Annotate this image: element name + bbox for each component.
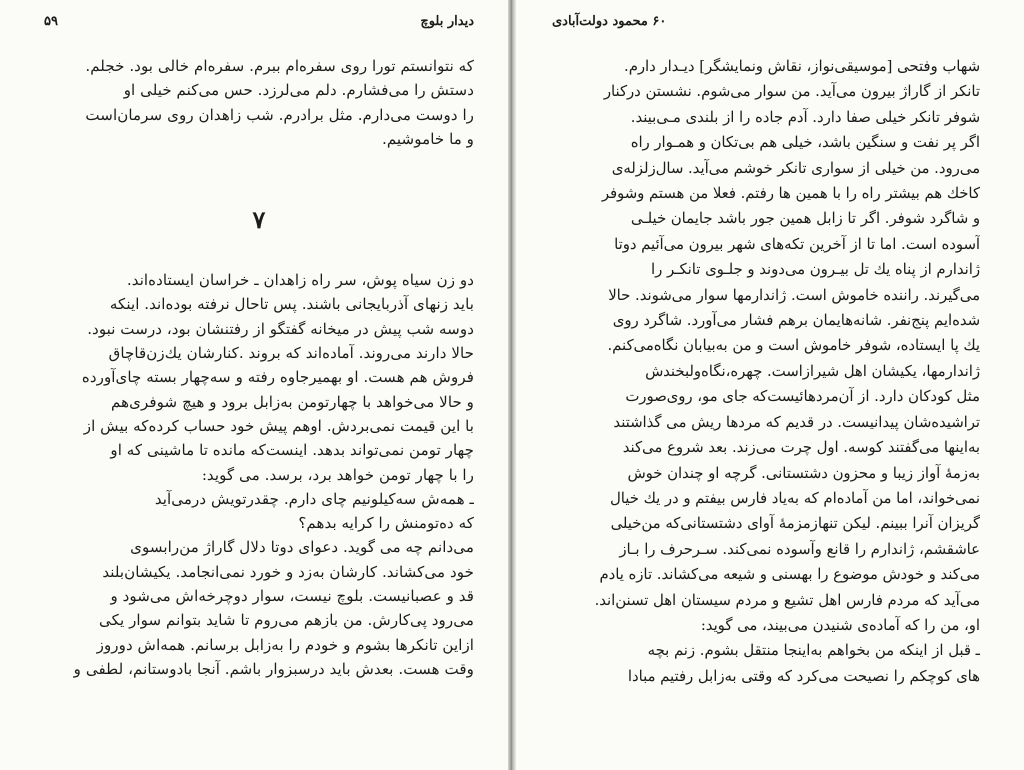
right-running-head <box>552 14 980 36</box>
text-line: می‌کند و خودش موضوع را بهسنی و شیعه می‌کشاند. تازه یادم <box>599 566 980 584</box>
left-page-number: ۵۹ <box>44 14 58 29</box>
text-line: اگر پر نفت و سنگین باشد، خیلی هم بی‌تکان و همـوار راه <box>630 134 980 152</box>
text-line: را با چهار تومن خواهد برد، برسد. می گوید: <box>201 465 474 484</box>
chapter-number: ۷ <box>252 205 266 235</box>
book-gutter <box>508 0 516 770</box>
text-line: شده‌ایم پنج‌نفر. شانه‌هایمان برهم فشار می‌آورد. شاگرد روی <box>612 312 980 330</box>
left-running-head-title: دیدار بلوچ <box>420 14 474 29</box>
text-line: باید زنهای آذربایجانی باشند. پس تاحال نرفته بوده‌اند. اینکه <box>109 295 474 314</box>
dialogue-line: ـ قبل از اینکه من بخواهم به‌اینجا منتقل بشوم. زنم بچه <box>647 642 980 660</box>
text-line: و ما خاموشیم. <box>382 129 474 148</box>
text-line: و شاگرد شوفر. اگر تا زابل همین جور باشد جایمان خیلـی <box>630 210 980 228</box>
text-line: را دوست می‌دارم. مثل برادرم. شب زاهدان روی سرمان‌است <box>85 105 474 124</box>
text-line: ژاندارمها، یکیشان اهل شیرازاست. چهره،نگاه‌ولبخندش <box>645 362 980 380</box>
text-line: می‌گیرند. راننده خاموش است. ژاندارمها سوار می‌شوند. حالا <box>608 286 980 304</box>
text-line: نمی‌خواند، اما من آماده‌ام که به‌یاد فارس بیفتم و در یك خیال <box>610 489 980 507</box>
text-line: آسوده است. اما تا از آخرین تکه‌های شهر بیرون می‌آئیم دوتا <box>614 235 980 253</box>
text-line: قد و عصبانیست. بلوچ نیست، سوار دوچرخه‌اش می‌شود و <box>110 587 474 606</box>
text-line: شهاب وفتحی [موسیقی‌نواز، نقاش ونمایشگر] دیـدار دارم. <box>624 58 980 75</box>
text-line: می‌آید که مردم فارس اهل تشیع و مردم سیستان اهل تسنن‌اند. <box>594 591 980 609</box>
text-line: ژاندارم از پناه یك تل بیـرون می‌دوند و جلـوی تانکـر را <box>650 261 980 279</box>
text-line: می‌دانم چه می گوید. دعوای دوتا دلال گاراژ من‌رابسوی <box>130 538 474 557</box>
text-line: فروش هم هست. او بهمیرجاوه رفته و سه‌چهار بسته چای‌آورده <box>81 368 474 387</box>
right-running-head-text: ۶۰ محمود دولت‌آبادی <box>552 14 667 29</box>
text-line: شوفر تانکر خیلی صفا دارد. آدم جاده را از بلندی مـی‌بیند. <box>630 108 980 126</box>
text-line: به‌اینها می‌گفتند کوسه. اول چرت می‌زند. بعد شروع می‌کند <box>622 439 980 457</box>
text-line: تراشیده‌شان پیدانیست. در قدیم که مردها ریش می گذاشتند <box>613 413 980 431</box>
dialogue-line: ـ همه‌ش سه‌کیلونیم چای دارم. چقدرتویش درمی‌آید <box>154 489 474 508</box>
text-line: حالا دارند می‌روند. آماده‌اند که بروند .کنارشان یك‌زن‌قاچاق <box>108 344 474 363</box>
text-line: خود می‌کشاند. کارشان به‌زد و خورد نمی‌انجامد. یکیشان‌بلند <box>102 562 474 581</box>
text-line: می‌رود. من خیلی از سواری تانکر خوشم می‌آید. سال‌زلزله‌ی <box>611 159 980 177</box>
text-line: عاشقشم، ژاندارم را قانع وآسوده نمی‌کند. سـرحرف را بـاز <box>619 540 980 558</box>
text-line: او، من را که آماده‌ی شنیدن می‌بیند، می گوید: <box>700 616 980 634</box>
left-body-chapter <box>44 268 474 681</box>
dialogue-line: که ده‌تومنش را کرایه بدهم؟ <box>298 514 474 533</box>
text-line: مثل کودکان دارد. از آن‌مردهائیست‌که جای مو، روی‌صورت <box>625 388 980 406</box>
text-line: دستش را می‌فشارم. دلم می‌لرزد. حس می‌کنم خیلی او <box>123 81 474 100</box>
text-line: کاخك هم بیشتر راه را با همین ها رفتم. فعلا من هستم وشوفر <box>601 185 980 203</box>
text-line: چهار تومن نمی‌تواند بدهد. اینست‌که مانده تا ماشینی که او <box>110 441 474 460</box>
text-line: ازاین تانکرها بشوم و خودم را به‌زابل برسانم. همه‌اش دوروز <box>96 635 474 654</box>
right-body <box>552 54 980 689</box>
text-line: دو زن سیاه پوش، سر راه زاهدان ـ خراسان ایستاده‌اند. <box>126 271 474 290</box>
text-line: وقت هست. بعدش باید درسبزوار باشم. آنجا بادوستانم، لطفی و <box>73 659 474 678</box>
text-line: تانکر از گاراژ بیرون می‌آید. من سوار می‌شوم. نشستن درکنار <box>603 83 980 101</box>
text-line: یك پا ایستاده، شوفر خاموش است و من به‌بیابان نگاه‌می‌کنم. <box>607 337 980 355</box>
text-line: و حالا می‌خواهد با چهارتومن به‌زابل برود و هیچ شوفری‌هم <box>111 392 474 411</box>
text-line: به‌زمۀ آواز زیبا و محزون دشتستانی. گرچه او چندان خوش <box>627 464 980 482</box>
text-line: می‌رود پی‌کارش. من بازهم می‌روم تا شاید بتوانم سوار یکی <box>98 611 474 630</box>
left-body-top <box>44 54 474 151</box>
text-line: که نتوانستم تورا روی سفره‌ام ببرم. سفره‌ام خالی بود. خجلم. <box>85 57 474 75</box>
left-running-head <box>44 14 474 36</box>
text-line: دوسه شب پیش در میخانه گفتگو از رفتنشان بود، درست نبود. <box>87 319 474 338</box>
right-page <box>512 0 1024 770</box>
text-line: با این قیمت نمی‌بردش. اوهم پیش خود حساب کرده‌که بیش از <box>83 416 474 435</box>
text-line: گریزان آنرا ببینم. لیکن تنهازمزمۀ آوای دشتستانی‌که من‌خیلی <box>610 515 980 533</box>
dialogue-line: های کوچکم را نصیحت می‌کرد که وقتی به‌زابل رفتیم مبادا <box>627 667 980 685</box>
